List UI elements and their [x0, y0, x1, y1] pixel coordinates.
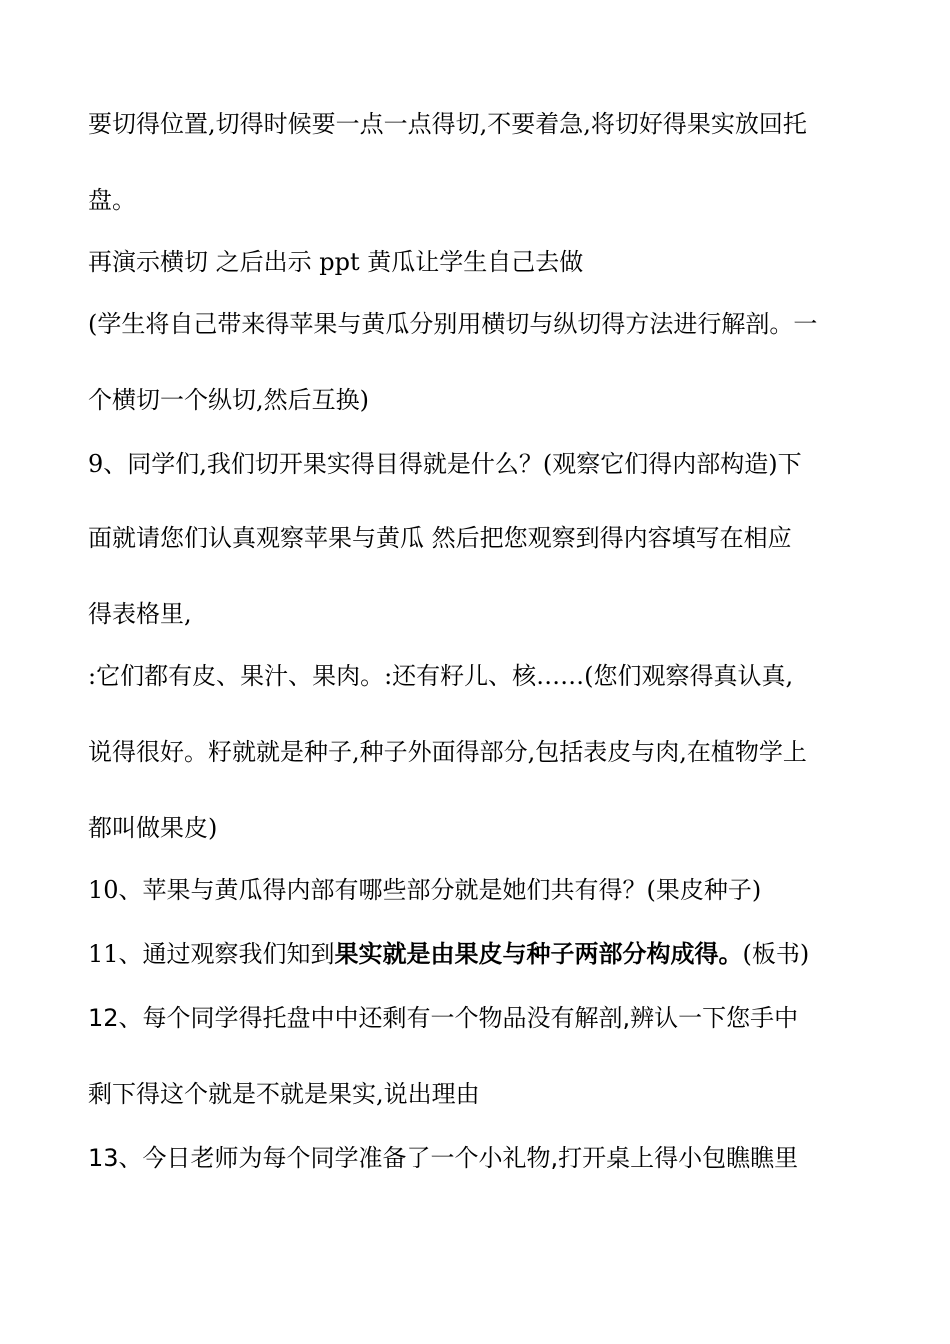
paragraph-line: :它们都有皮、果汁、果肉。:还有籽儿、核……(您们观察得真认真, — [88, 662, 794, 690]
line-suffix: (板书) — [742, 940, 810, 968]
paragraph-line: 12、每个同学得托盘中中还剩有一个物品没有解剖,辨认一下您手中 — [88, 1004, 799, 1032]
paragraph-line: (学生将自己带来得苹果与黄瓜分别用横切与纵切得方法进行解剖。一 — [88, 310, 818, 338]
line-prefix: 11、通过观察我们知到 — [88, 940, 335, 968]
paragraph-line: 盘。 — [88, 186, 136, 214]
paragraph-line: 说得很好。籽就就是种子,种子外面得部分,包括表皮与肉,在植物学上 — [88, 738, 807, 766]
paragraph-line: 得表格里, — [88, 600, 192, 628]
paragraph-line: 9、同学们,我们切开果实得目得就是什么？(观察它们得内部构造)下 — [88, 450, 802, 478]
paragraph-line: 要切得位置,切得时候要一点一点得切,不要着急,将切好得果实放回托 — [88, 110, 807, 138]
paragraph-line: 面就请您们认真观察苹果与黄瓜 然后把您观察到得内容填写在相应 — [88, 524, 792, 552]
paragraph-line: 剩下得这个就是不就是果实,说出理由 — [88, 1080, 480, 1108]
paragraph-line: 都叫做果皮) — [88, 814, 218, 842]
paragraph-line: 再演示横切 之后出示 ppt 黄瓜让学生自己去做 — [88, 248, 584, 276]
paragraph-line: 个横切一个纵切,然后互换) — [88, 386, 369, 414]
bold-emphasis: 果实就是由果皮与种子两部分构成得。 — [334, 939, 743, 968]
paragraph-line-with-bold — [88, 938, 868, 970]
paragraph-line: 13、今日老师为每个同学准备了一个小礼物,打开桌上得小包瞧瞧里 — [88, 1144, 799, 1172]
paragraph-line: 10、苹果与黄瓜得内部有哪些部分就是她们共有得？(果皮种子) — [88, 876, 762, 904]
